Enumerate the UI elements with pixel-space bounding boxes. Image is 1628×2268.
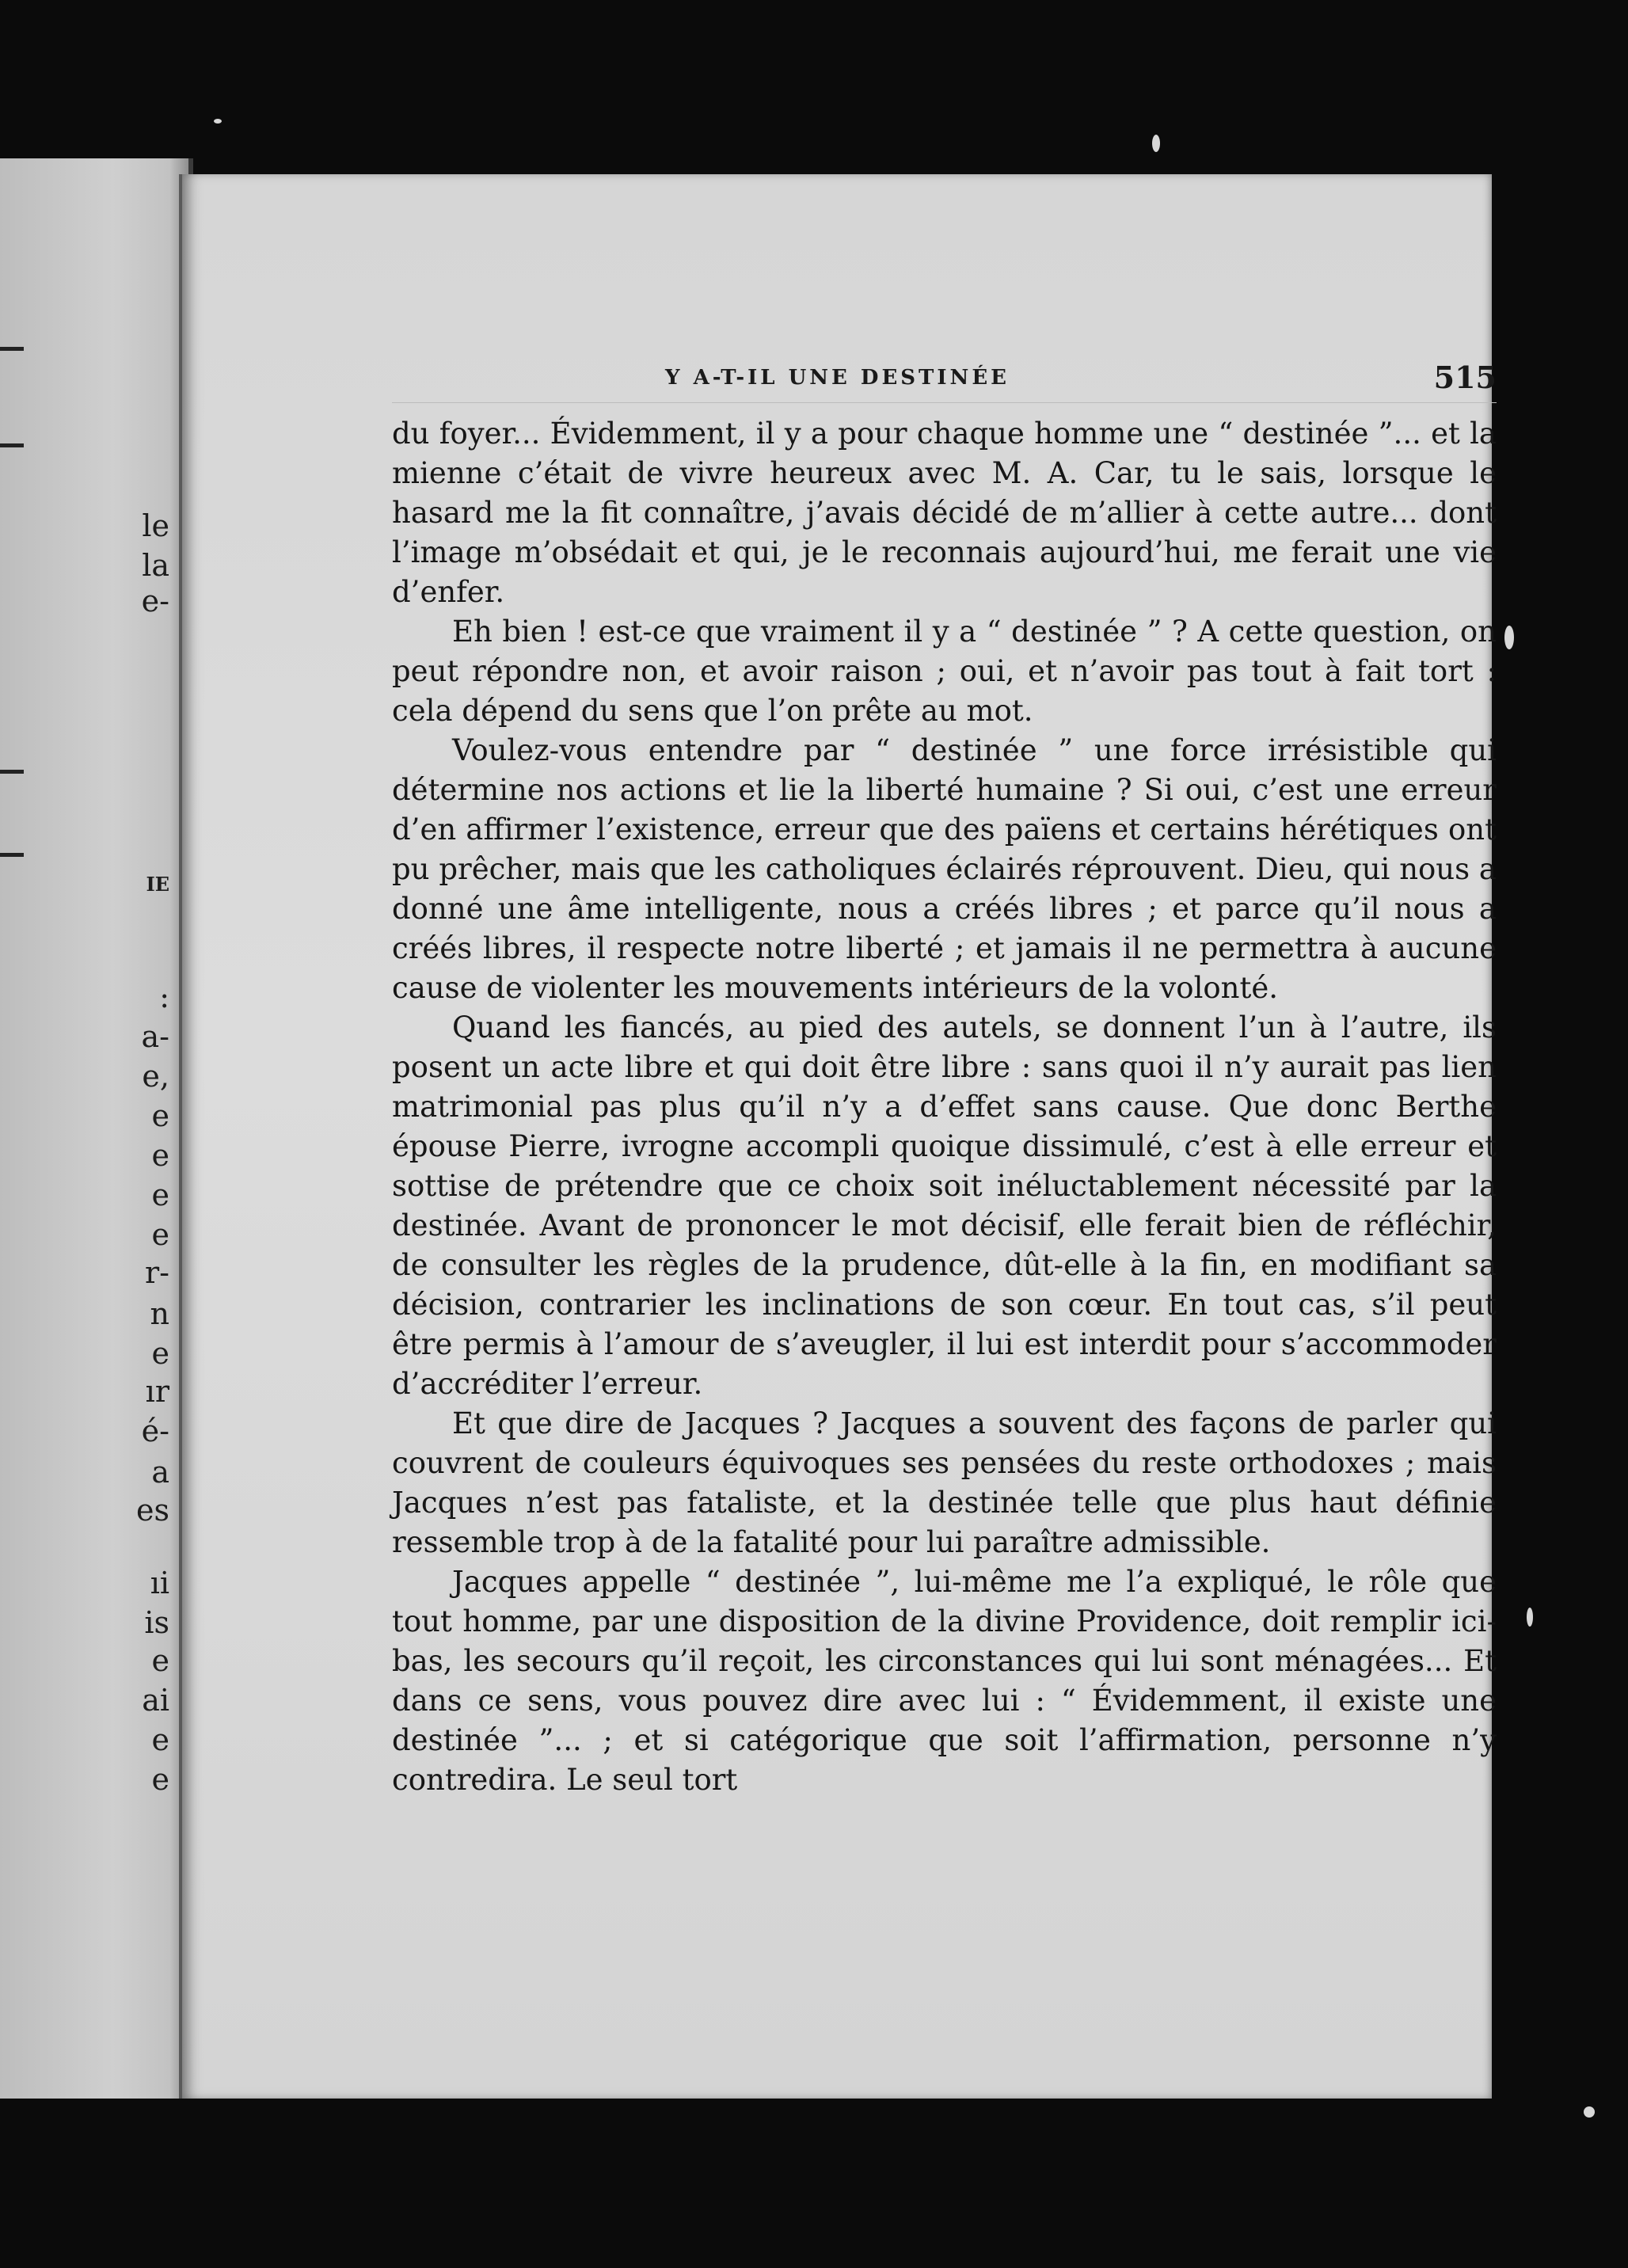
left-page-fragment: la — [142, 548, 169, 583]
dust-speck — [1504, 626, 1514, 649]
paragraph: Voulez-vous entendre par “ destinée ” une force irrésistible qui détermine nos actions et lie la liberté humaine ? Si oui, c’est une erreur d’en affirmer l’existence, erreur que des païens et certains hérétiques ont pu prêcher, mais que les catholiques éclairés réprouvent. Dieu, qui nous a donné une âme intelligente, nous a créés libres ; et parce qu’il nous a créés libres, il respecte notre liberté ; et jamais il ne permettra à aucune cause de violenter les mouvements intérieurs de la volonté. — [392, 733, 1497, 1005]
left-facing-page-fragment — [0, 158, 193, 2099]
left-page-fragment: e, — [142, 1059, 169, 1094]
left-page-fragment: e — [151, 1336, 169, 1371]
left-page-rule — [0, 443, 24, 447]
left-page-rule — [0, 347, 24, 351]
paragraph: Eh bien ! est-ce que vraiment il y a “ destinée ” ? A cette question, on peut répondre non, et avoir raison ; oui, et n’avoir pas tout à fait tort : cela dépend du sens que l’on prête au mot. — [392, 615, 1497, 728]
paragraph: Quand les fiancés, au pied des autels, se donnent l’un à l’autre, ils posent un acte libre et qui doit être libre : sans quoi il n’y aurait pas lien matrimonial pas plus qu’il n’y a d’effet sans cause. Que donc Berthe épouse Pierre, ivrogne accompli quoique dissimulé, c’est à elle erreur et sottise de prétendre que ce choix soit inéluctablement nécessité par la destinée. Avant de prononcer le mot décisif, elle ferait bien de réfléchir, de consulter les règles de la prudence, dût-elle à la fin, en modifiant sa décision, contrarier les inclinations de son cœur. En tout cas, s’il peut être permis à l’amour de s’aveugler, il lui est interdit pour s’accommoder d’accréditer l’erreur. — [392, 1010, 1497, 1401]
left-page-fragment: r- — [144, 1255, 169, 1290]
left-page-fragment: ır — [145, 1374, 169, 1409]
left-page-rule — [0, 770, 24, 774]
dust-speck — [214, 119, 222, 124]
left-page-fragment: e — [151, 1762, 169, 1797]
left-page-fragment: : — [159, 980, 169, 1014]
left-page-fragment: a- — [141, 1019, 169, 1054]
left-page-fragment: n — [150, 1296, 169, 1331]
left-page-fragment: e — [151, 1217, 169, 1252]
paragraph: Et que dire de Jacques ? Jacques a souvent des façons de parler qui couvrent de couleurs équivoques ses pensées du reste orthodoxes ; mais Jacques n’est pas fataliste, et la destinée telle que plus haut définie ressemble trop à de la fatalité pour lui paraître admissible. — [392, 1406, 1497, 1559]
left-page-fragment: ıi — [150, 1566, 169, 1600]
left-page-fragment: is — [144, 1605, 169, 1640]
left-page-fragment: e — [151, 1643, 169, 1678]
page-number: 515 — [1433, 360, 1497, 395]
left-page-fragment: a — [151, 1455, 169, 1490]
left-page-rule — [0, 853, 24, 857]
dust-speck — [1152, 135, 1160, 152]
left-page-fragment: es — [136, 1493, 169, 1528]
body-text — [392, 414, 1497, 1800]
paragraph: Jacques appelle “ destinée ”, lui-même me l’a expliqué, le rôle que tout homme, par une disposition de la divine Providence, doit remplir ici-bas, les secours qu’il reçoit, les circonstances qui lui sont ménagées... Et dans ce sens, vous pouvez dire avec lui : “ Évidemment, il existe une destinée ”... ; et si catégorique que soit l’affirmation, personne n’y contredira. Le seul tort — [392, 1565, 1497, 1797]
left-page-fragment: e — [151, 1722, 169, 1757]
left-page-fragment: le — [142, 508, 169, 543]
page-content — [392, 355, 1497, 1800]
left-page-fragment: e — [151, 1098, 169, 1133]
book-page — [179, 174, 1497, 2099]
left-page-fragment: e — [151, 1178, 169, 1212]
dust-speck — [1584, 2106, 1595, 2118]
left-page-fragment: e- — [141, 584, 169, 618]
left-page-fragment: IE — [146, 873, 169, 896]
running-header — [392, 355, 1497, 403]
dust-speck — [1527, 1608, 1533, 1627]
running-title: Y A-T-IL UNE DESTINÉE — [665, 366, 1010, 390]
paragraph: du foyer... Évidemment, il y a pour chaque homme une “ destinée ”... et la mienne c’était de vivre heureux avec M. A. Car, tu le sais, lorsque le hasard me la fit connaître, j’avais décidé de m’allier à cette autre... dont l’image m’obsédait et qui, je le reconnais aujourd’hui, me ferait une vie d’enfer. — [392, 417, 1497, 609]
left-page-fragment: e — [151, 1138, 169, 1173]
left-page-fragment: é- — [141, 1414, 169, 1448]
left-page-fragment: ai — [142, 1683, 169, 1718]
